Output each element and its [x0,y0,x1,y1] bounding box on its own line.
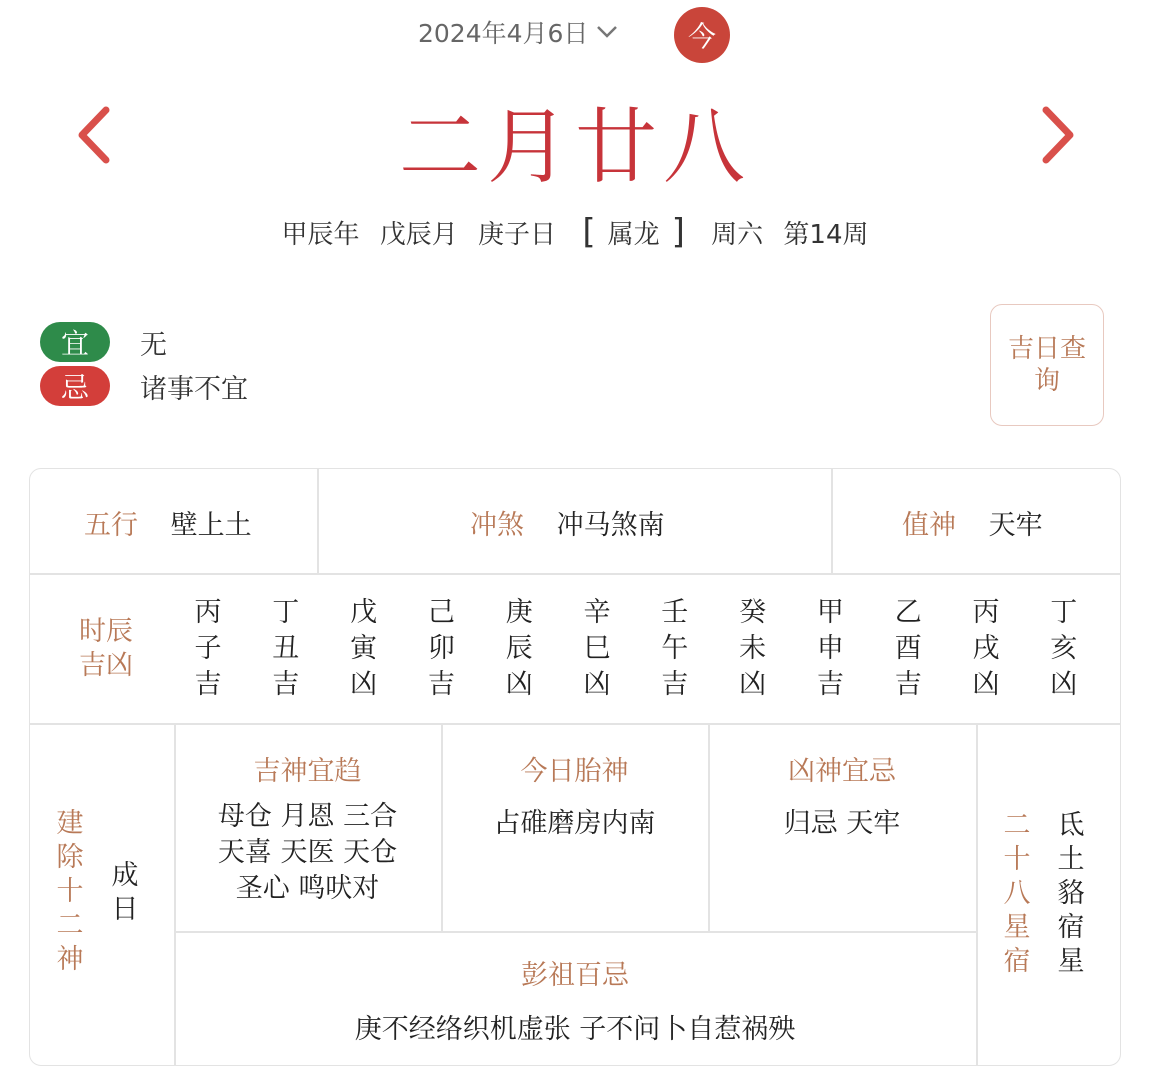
shichen-item: 甲 申 吉 [816,597,844,700]
ganzhi-year: 甲辰年 [281,220,360,250]
jishen-line: 天喜 天医 天仓 [217,837,398,868]
jianchu-label: 建 除 十 二 神 [56,808,84,975]
weekday: 周六 [711,220,764,250]
shichen-item: 壬 午 吉 [661,597,689,700]
zhishen-label: 值神 [902,510,956,541]
zodiac-badge: [ 属龙 ] [582,212,685,252]
xingxiu-value: 氐 土 貉 宿 星 [1057,810,1085,977]
shichen-item: 庚 辰 凶 [505,597,533,700]
pengzu-label: 彭祖百忌 [521,960,629,991]
xiongshen-label: 凶神宜忌 [788,756,896,787]
shichen-item: 丙 戌 凶 [972,597,1000,700]
zodiac: 属龙 [607,220,660,250]
taishen-label: 今日胎神 [520,756,629,787]
ganzhi-line [0,212,1150,252]
wuxing-value: 壁上土 [170,510,252,541]
shichen-item: 丙 子 吉 [194,597,222,700]
chevron-right-icon [1038,104,1078,166]
shichen-item: 戊 寅 凶 [350,597,378,700]
xingxiu-label: 二 十 八 星 宿 [1003,810,1031,977]
chongsha-value: 冲马煞南 [556,510,665,541]
shichen-item: 丁 丑 吉 [272,597,300,700]
ji-row [40,366,248,406]
chevron-down-icon [596,25,618,39]
shichen-item: 癸 未 凶 [739,597,767,700]
jishen-line: 圣心 鸣吠对 [235,873,380,904]
ganzhi-day: 庚子日 [478,220,557,250]
jishen-label: 吉神宜趋 [253,756,362,787]
date-selector[interactable] [418,14,618,50]
shichen-label: 时辰 吉凶 [79,616,133,681]
taishen-value: 占碓磨房内南 [493,808,656,839]
lunar-date: 二月廿八 [398,100,751,195]
shichen-item: 乙 酉 吉 [894,597,922,700]
jianchu-value: 成 日 [111,860,139,925]
yi-badge: 宜 [40,322,110,362]
date-text: 2024年4月6日 [418,19,589,48]
jishen-value [174,799,441,907]
week-number: 第14周 [783,220,869,250]
zhishen-value: 天牢 [988,510,1043,541]
shichen-item: 己 卯 吉 [427,597,455,700]
shichen-item: 丁 亥 凶 [1050,597,1078,700]
today-label: 今 [687,20,716,53]
ganzhi-month: 戊辰月 [379,220,458,250]
ji-value: 诸事不宜 [140,373,248,405]
chongsha-cell [470,503,665,542]
yi-row [40,322,167,362]
xiongshen-value: 归忌 天牢 [783,808,901,839]
almanac-table [29,468,1121,1066]
jishen-line: 母仓 月恩 三合 [217,801,398,832]
today-button[interactable] [674,7,730,63]
wuxing-label: 五行 [84,510,138,541]
jiri-query-label: 吉日查 询 [1007,334,1086,396]
shichen-item: 辛 巳 凶 [583,597,611,700]
chongsha-label: 冲煞 [470,510,524,541]
next-day-button[interactable] [1038,104,1078,170]
jiri-query-button[interactable] [990,304,1104,426]
zhishen-cell [902,503,1043,542]
ji-badge: 忌 [40,366,110,406]
wuxing-cell [84,503,252,542]
pengzu-value: 庚不经络织机虚张 子不问卜自惹祸殃 [354,1014,796,1045]
yi-value: 无 [140,329,167,361]
